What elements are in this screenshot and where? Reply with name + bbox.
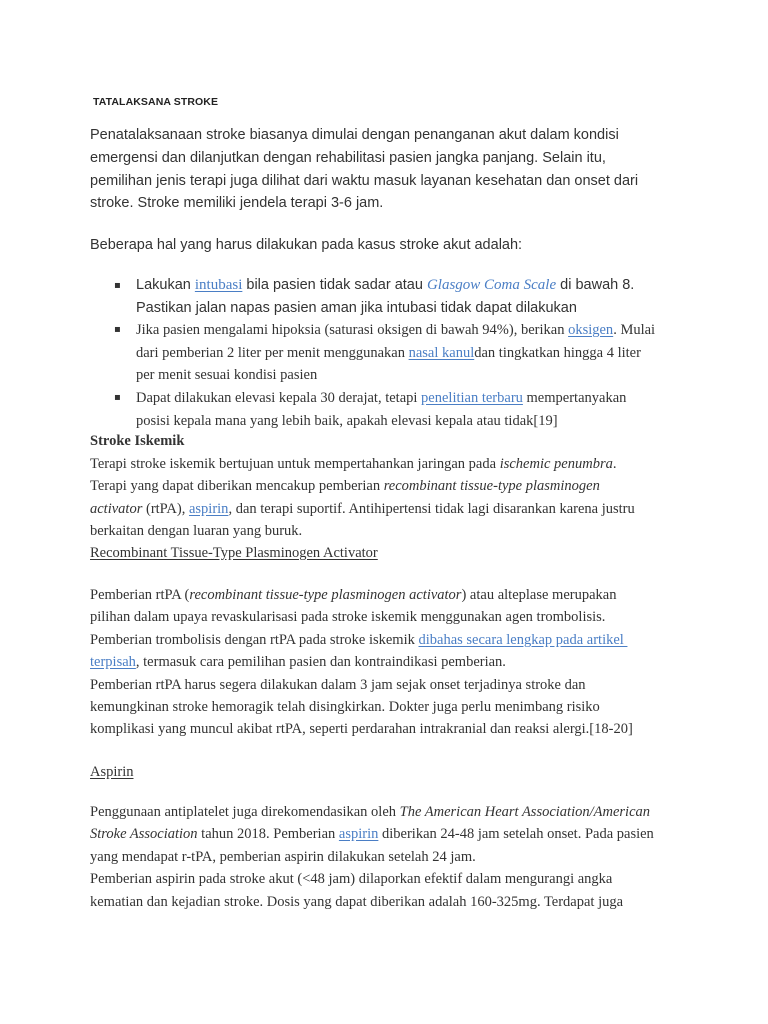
text-segment: Pastikan jalan napas pasien aman jika intubasi tidak dapat dilakukan	[136, 300, 577, 316]
text-segment: yang mendapat r-tPA, pemberian aspirin dilakukan setelah 24 jam.	[90, 848, 476, 865]
text-line	[90, 606, 633, 628]
text-segment: diberikan 24-48 jam setelah onset. Pada pasien	[378, 826, 654, 843]
bullet-marker: ▪	[114, 280, 121, 291]
text-segment: bila pasien tidak sadar atau	[242, 277, 427, 293]
text-line	[90, 823, 654, 845]
text-line	[136, 297, 634, 320]
text-line	[90, 147, 638, 170]
text-line	[90, 192, 638, 215]
text-segment: Terapi stroke iskemik bertujuan untuk mempertahankan jaringan pada	[90, 456, 500, 472]
italic-text: recombinant tissue-type plasminogen	[383, 478, 600, 495]
link-oksigen[interactable]: oksigen	[568, 322, 614, 338]
text-segment: Lakukan	[136, 277, 195, 293]
text-line	[136, 319, 655, 342]
text-segment: Pemberian rtPA harus segera dilakukan dalam 3 jam sejak onset terjadinya stroke dan	[90, 676, 586, 693]
link-nasal-kanul[interactable]: nasal kanul	[408, 344, 475, 361]
text-line	[90, 453, 635, 475]
text-line	[90, 868, 654, 890]
text-segment: Pemberian aspirin pada stroke akut (<48 jam) dilaporkan efektif dalam mengurangi angka	[90, 871, 613, 888]
stroke-iskemik-paragraph	[90, 453, 635, 543]
text-line	[90, 846, 654, 868]
text-segment: dan tingkatkan hingga 4 liter	[474, 344, 641, 361]
italic-text: recombinant tissue-type plasminogen activator	[189, 587, 462, 603]
text-line	[90, 651, 633, 673]
text-segment: mempertanyakan	[522, 390, 627, 406]
text-segment: kematian dan kejadian stroke. Dosis yang dapat diberikan adalah 160-325mg. Terdapat juga	[90, 893, 624, 910]
text-segment: Pemberian rtPA (	[90, 587, 190, 603]
text-line	[90, 629, 633, 651]
bullet-text	[136, 387, 626, 432]
text-line	[136, 274, 634, 297]
italic-text: Glasgow Coma Scale	[426, 277, 557, 293]
italic-text: The American Heart Association/American	[399, 804, 651, 820]
text-line	[90, 801, 654, 823]
link-penelitian-terbaru[interactable]: penelitian terbaru	[421, 390, 523, 406]
text-segment: Penggunaan antiplatelet juga direkomendasikan oleh	[90, 804, 400, 820]
text-line	[90, 234, 522, 257]
text-line	[136, 387, 626, 410]
text-line	[90, 718, 633, 740]
text-segment: Terapi yang dapat diberikan mencakup pemberian	[90, 478, 384, 495]
aspirin-paragraph	[90, 801, 654, 913]
italic-text: Stroke Association	[90, 826, 198, 843]
bullet-marker: ▪	[114, 392, 121, 403]
section-heading-stroke-iskemik: Stroke Iskemik	[90, 433, 185, 449]
text-segment: Jika pasien mengalami hipoksia (saturasi oksigen di bawah 94%), berikan	[136, 322, 569, 338]
text-segment: ) atau alteplase merupakan	[461, 587, 617, 603]
bullet-text	[136, 319, 655, 387]
text-line	[90, 674, 633, 696]
intro-paragraph	[90, 124, 638, 215]
text-segment: . Mulai	[613, 322, 656, 338]
rtpa-paragraph	[90, 584, 633, 741]
text-line	[136, 364, 655, 387]
text-segment: berkaitan dengan luaran yang buruk.	[90, 523, 303, 540]
text-segment: tahun 2018. Pemberian	[197, 826, 339, 843]
text-line	[136, 342, 655, 365]
text-line	[90, 891, 654, 913]
text-line	[90, 475, 635, 497]
italic-text: activator	[90, 500, 143, 517]
text-segment: stroke. Stroke memiliki jendela terapi 3-6 jam.	[90, 195, 384, 212]
text-segment: Penatalaksanaan stroke biasanya dimulai dengan penanganan akut dalam kondisi	[90, 127, 619, 143]
bullet-marker: ▪	[114, 324, 121, 335]
subheading-rtpa: Recombinant Tissue-Type Plasminogen Activator	[90, 545, 378, 561]
text-segment: pilihan dalam upaya revaskularisasi pada stroke iskemik menggunakan agen trombolisis.	[90, 609, 606, 626]
text-segment: .	[612, 456, 617, 472]
text-segment: dari pemberian 2 liter per menit menggunakan	[136, 344, 409, 361]
text-segment: posisi kepala mana yang lebih baik, apakah elevasi kepala atau tidak[19]	[136, 412, 558, 429]
text-segment: , termasuk cara pemilihan pasien dan kontraindikasi pemberian.	[135, 654, 506, 671]
text-line	[90, 124, 638, 147]
text-segment: di bawah 8.	[556, 277, 635, 293]
text-segment: emergensi dan dilanjutkan dengan rehabilitasi pasien jangka panjang. Selain itu,	[90, 149, 606, 166]
text-segment: Beberapa hal yang harus dilakukan pada kasus stroke akut adalah:	[90, 237, 523, 253]
text-line	[136, 410, 626, 433]
text-segment: pemilihan jenis terapi juga dilihat dari waktu masuk layanan kesehatan dan onset dari	[90, 172, 639, 189]
link-aspirin[interactable]: aspirin	[188, 500, 229, 517]
text-line	[90, 520, 635, 542]
text-segment: per menit sesuai kondisi pasien	[136, 367, 318, 383]
text-segment: kemungkinan stroke hemoragik telah disingkirkan. Dokter juga perlu menimbang risiko	[90, 699, 600, 716]
link-dibahas-secara-lengkap-pada-artikel[interactable]: dibahas secara lengkap pada artikel	[418, 631, 628, 648]
text-segment: Dapat dilakukan elevasi kepala 30 derajat, tetapi	[136, 390, 422, 406]
text-segment: , dan terapi suportif. Antihipertensi tidak lagi disarankan karena justru	[228, 500, 635, 517]
text-segment: Pemberian trombolisis dengan rtPA pada stroke iskemik	[90, 631, 419, 648]
link-intubasi[interactable]: intubasi	[194, 277, 243, 293]
text-line	[90, 584, 633, 606]
italic-text: ischemic penumbra	[499, 456, 613, 472]
subheading-aspirin: Aspirin	[90, 764, 134, 780]
lead-paragraph	[90, 234, 522, 257]
text-segment: komplikasi yang muncul akibat rtPA, seperti perdarahan intrakranial dan reaksi alergi.[18-20]	[90, 721, 633, 738]
document-title: TATALAKSANA STROKE	[93, 96, 219, 108]
link-terpisah[interactable]: terpisah	[90, 654, 136, 671]
link-aspirin[interactable]: aspirin	[338, 826, 379, 843]
text-line	[90, 696, 633, 718]
text-line	[90, 170, 638, 193]
text-line	[90, 498, 635, 520]
bullet-text	[136, 274, 634, 320]
text-segment: (rtPA),	[142, 500, 189, 517]
